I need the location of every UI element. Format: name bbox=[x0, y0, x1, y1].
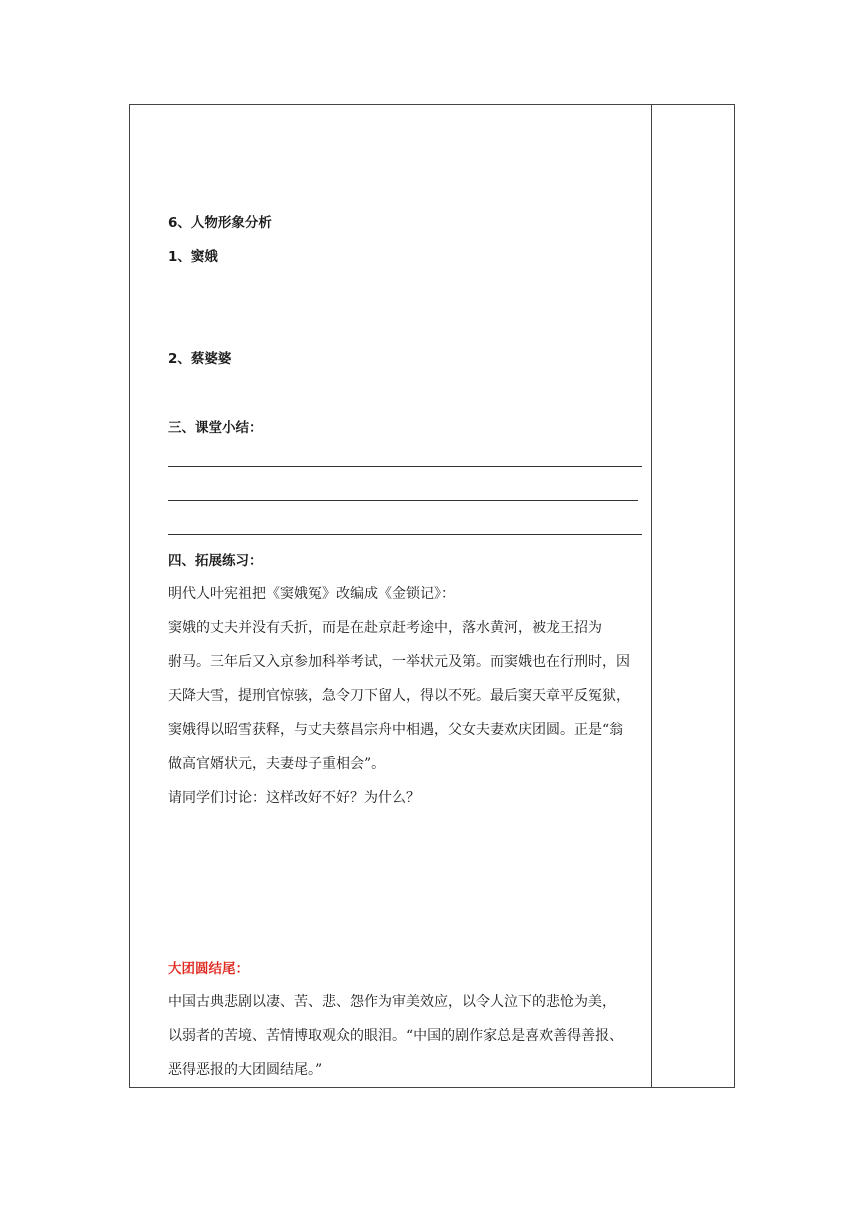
paragraph-line: 做高官婿状元，夫妻母子重相会”。 bbox=[168, 756, 386, 772]
paragraph-line: 驸马。三年后又入京参加科举考试，一举状元及第。而窦娥也在行刑时，因 bbox=[168, 654, 630, 670]
paragraph-line: 天降大雪，提刑官惊骇，急令刀下留人，得以不死。最后窦天章平反冤狱， bbox=[168, 688, 630, 704]
item-dou-e: 1、窦娥 bbox=[168, 249, 218, 265]
heading-character-analysis: 6、人物形象分析 bbox=[168, 215, 272, 231]
item-cai-popo: 2、蔡婆婆 bbox=[168, 351, 232, 367]
answer-line-2 bbox=[168, 500, 638, 501]
answer-line-1 bbox=[168, 466, 642, 467]
heading-extension-exercise: 四、拓展练习： bbox=[168, 553, 263, 569]
paragraph-line: 恶得恶报的大团圆结尾。” bbox=[168, 1062, 323, 1078]
paragraph-line: 中国古典悲剧以凄、苦、悲、怨作为审美效应，以令人泣下的悲怆为美， bbox=[168, 994, 616, 1010]
paragraph-line: 以弱者的苦境、苦情博取观众的眼泪。“中国的剧作家总是喜欢善得善报、 bbox=[168, 1028, 624, 1044]
heading-class-summary: 三、课堂小结： bbox=[168, 420, 263, 436]
paragraph-line: 窦娥的丈夫并没有夭折，而是在赴京赶考途中，落水黄河，被龙王招为 bbox=[168, 620, 602, 636]
column-divider bbox=[651, 105, 652, 1087]
discussion-question: 请同学们讨论：这样改好不好？为什么？ bbox=[168, 790, 420, 806]
paragraph-line: 窦娥得以昭雪获释，与丈夫蔡昌宗舟中相遇，父女夫妻欢庆团圆。正是“翁 bbox=[168, 722, 624, 738]
intro-line: 明代人叶宪祖把《窦娥冤》改编成《金锁记》： bbox=[168, 586, 455, 602]
heading-happy-ending: 大团圆结尾： bbox=[168, 961, 249, 977]
answer-line-3 bbox=[168, 534, 642, 535]
